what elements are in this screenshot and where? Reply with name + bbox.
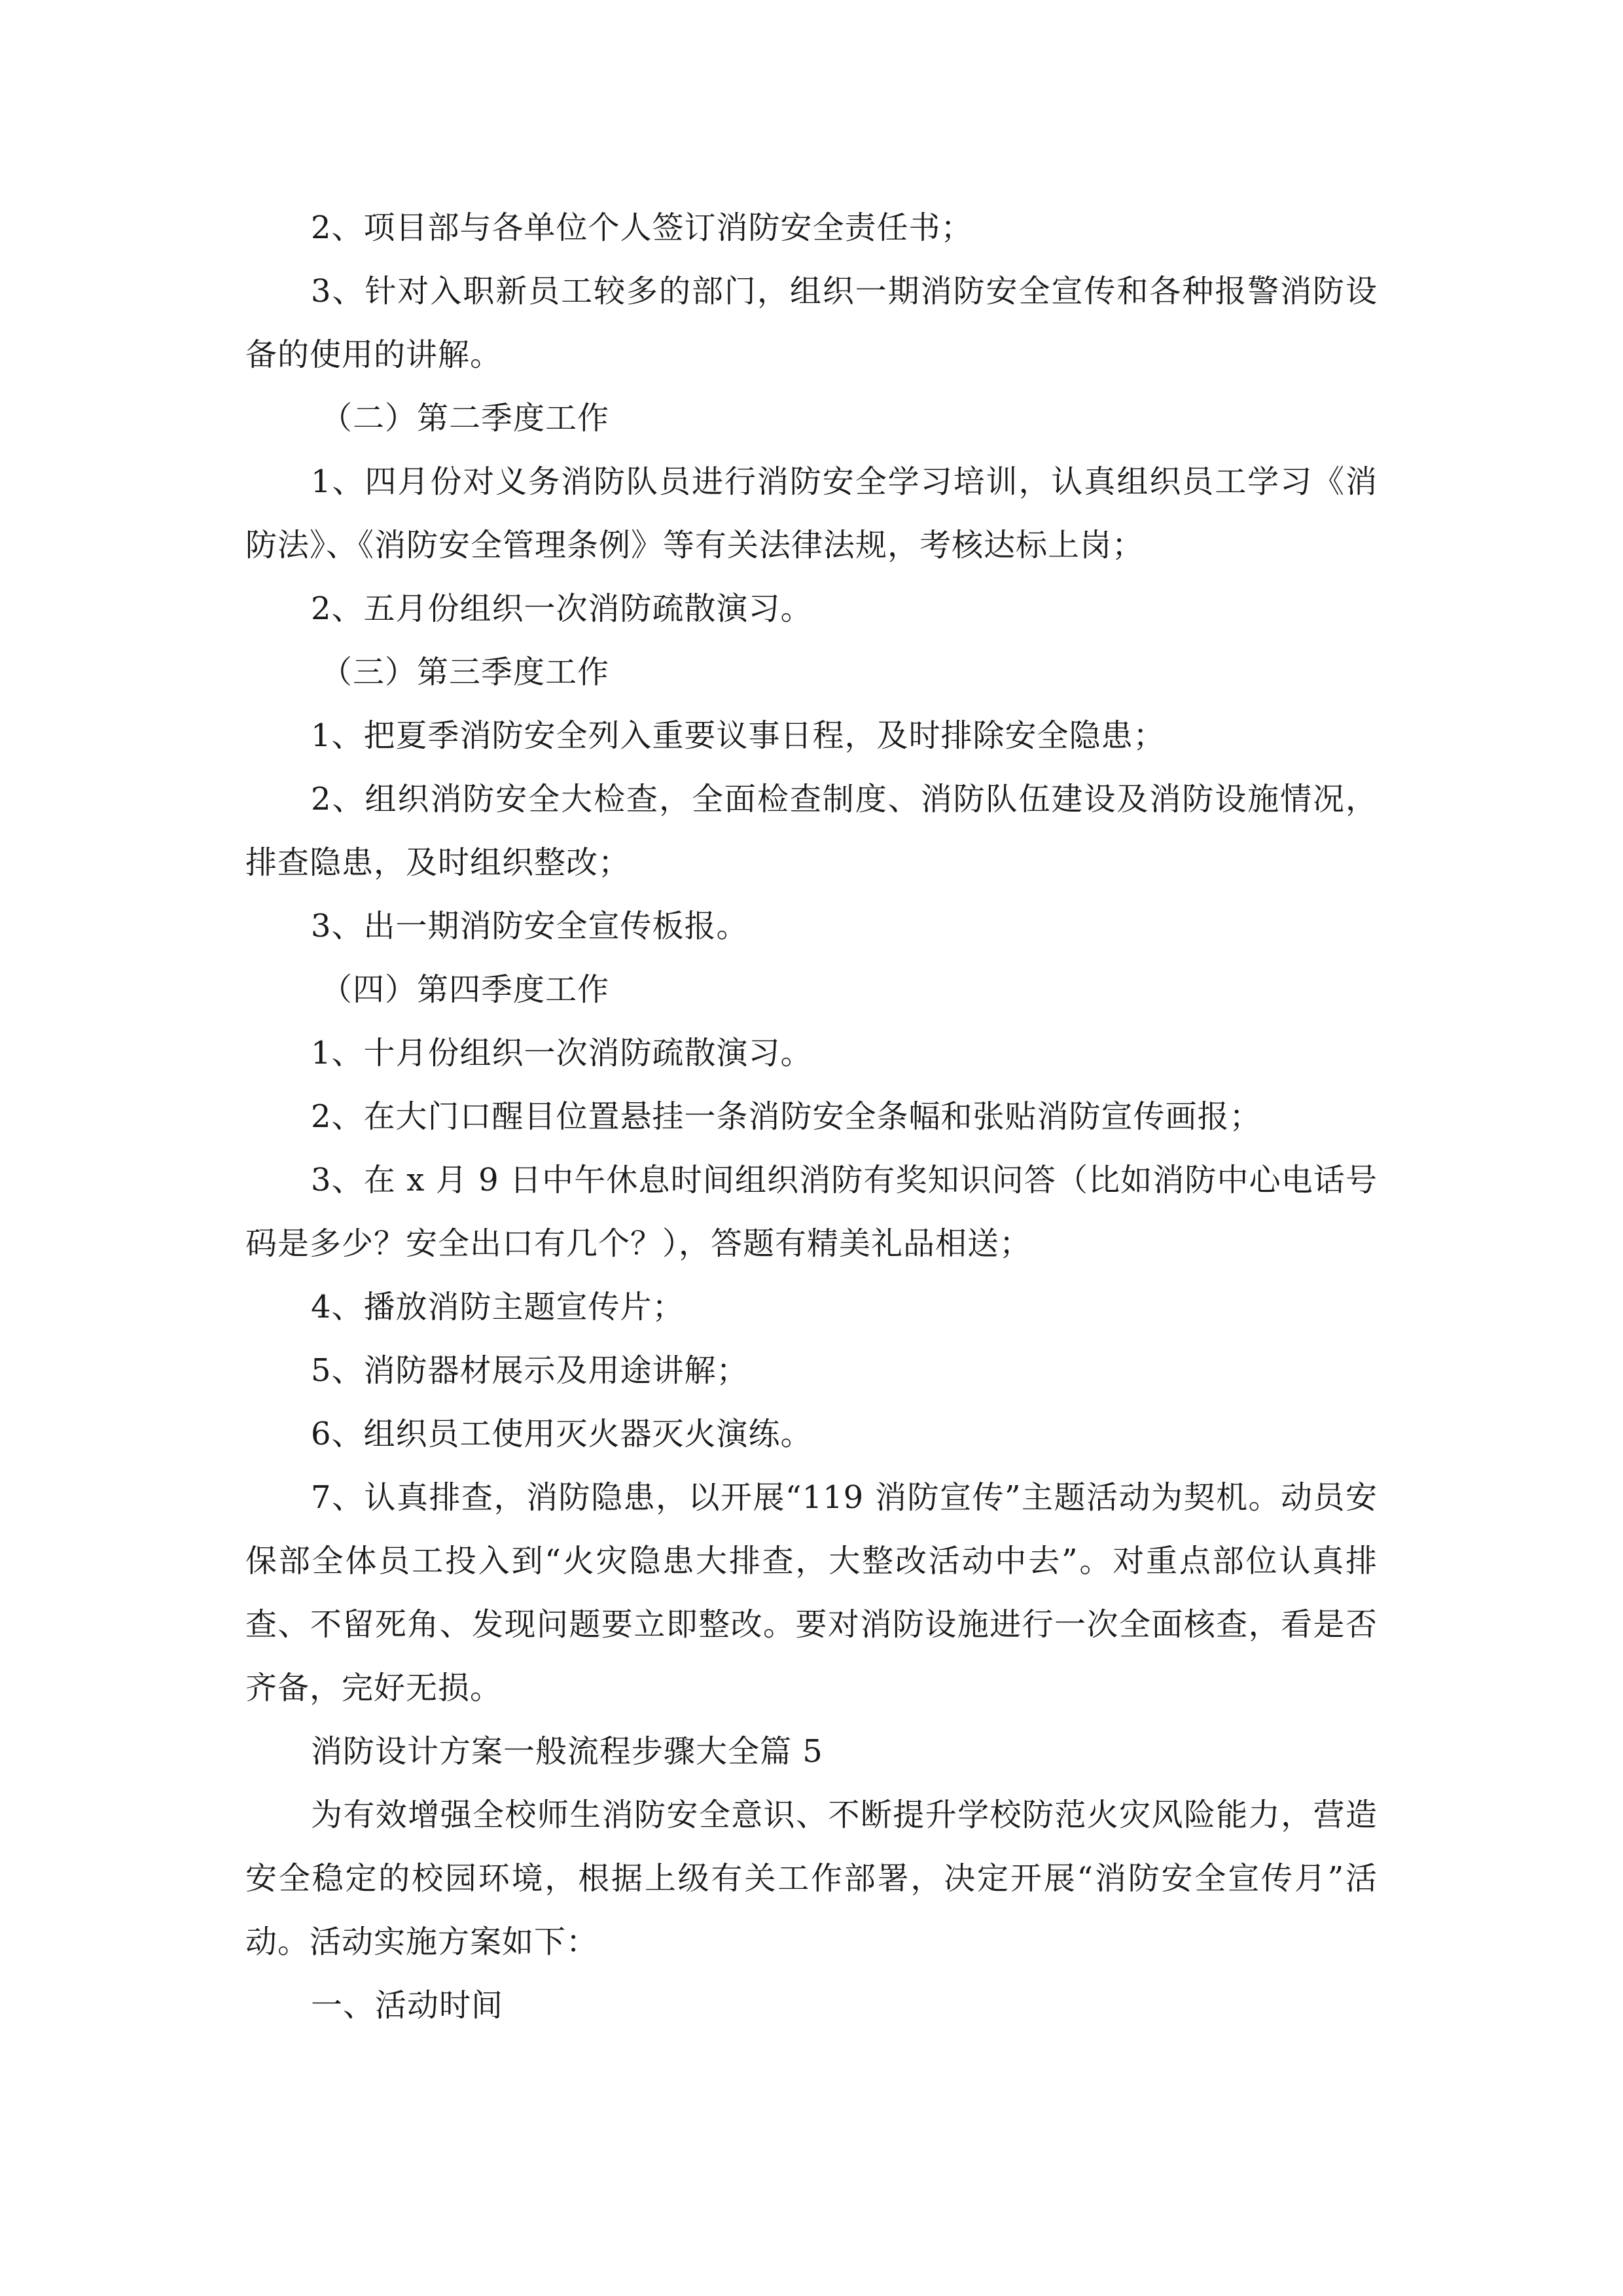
paragraph: 2、在大门口醒目位置悬挂一条消防安全条幅和张贴消防宣传画报； xyxy=(311,1098,1262,1135)
section-heading: 一、活动时间 xyxy=(311,1987,504,2024)
section-heading: （二）第二季度工作 xyxy=(321,400,610,437)
paragraph: 1、把夏季消防安全列入重要议事日程，及时排除安全隐患； xyxy=(311,717,1166,754)
paragraph: 为有效增强全校师生消防安全意识、不断提升学校防范火灾风险能力，营造安全稳定的校园环境，根据上级有关工作部署，决定开展“消防安全宣传月”活动。活动实施方案如下： xyxy=(245,1797,1378,1960)
paragraph: 2、项目部与各单位个人签订消防安全责任书； xyxy=(311,209,973,246)
paragraph: 1、十月份组织一次消防疏散演习。 xyxy=(311,1035,813,1071)
document-body xyxy=(245,196,1378,2037)
paragraph: 2、五月份组织一次消防疏散演习。 xyxy=(311,590,813,627)
paragraph: 3、针对入职新员工较多的部门，组织一期消防安全宣传和各种报警消防设备的使用的讲解。 xyxy=(245,273,1378,373)
article-title: 消防设计方案一般流程步骤大全篇 5 xyxy=(311,1733,823,1770)
section-heading: （四）第四季度工作 xyxy=(321,971,610,1008)
paragraph: 1、四月份对义务消防队员进行消防安全学习培训，认真组织员工学习《消防法》、《消防安全管理条例》等有关法律法规，考核达标上岗； xyxy=(245,463,1378,564)
paragraph: 6、组织员工使用灭火器灭火演练。 xyxy=(311,1416,813,1452)
paragraph: 3、出一期消防安全宣传板报。 xyxy=(311,908,749,944)
paragraph: 2、组织消防安全大检查，全面检查制度、消防队伍建设及消防设施情况，排查隐患，及时组织整改； xyxy=(245,781,1378,881)
paragraph: 4、播放消防主题宣传片； xyxy=(311,1289,685,1325)
paragraph: 7、认真排查，消防隐患，以开展“119 消防宣传”主题活动为契机。动员安保部全体员工投入到“火灾隐患大排查，大整改活动中去”。对重点部位认真排查、不留死角、发现问题要立即整改。要对消防设施进行一次全面核查，看是否齐备，完好无损。 xyxy=(245,1479,1378,1706)
paragraph: 3、在 x 月 9 日中午休息时间组织消防有奖知识问答（比如消防中心电话号码是多少？安全出口有几个？），答题有精美礼品相送； xyxy=(245,1162,1378,1262)
section-heading: （三）第三季度工作 xyxy=(321,654,610,691)
paragraph: 5、消防器材展示及用途讲解； xyxy=(311,1352,749,1389)
